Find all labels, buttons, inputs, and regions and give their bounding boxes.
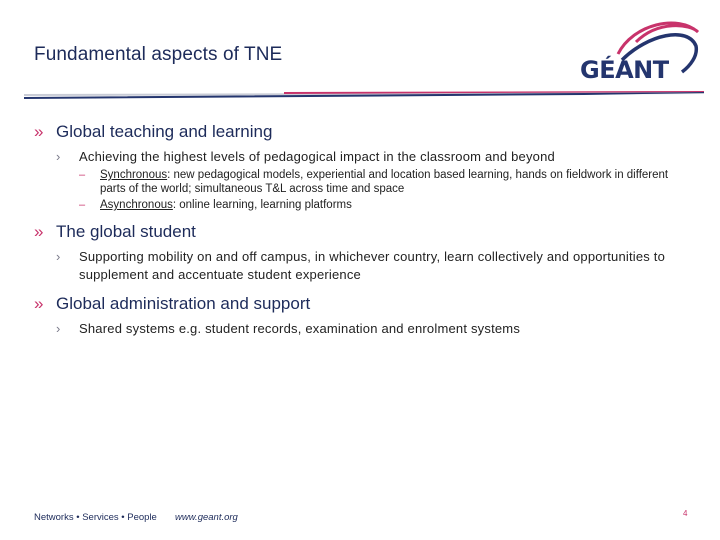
title-divider [24, 88, 704, 104]
subpoint-term: Synchronous [100, 169, 168, 181]
level1-bullet: » [34, 222, 44, 241]
list-item [56, 248, 674, 284]
point-text: Supporting mobility on and off campus, in whichever country, learn collectively and opportunities to supplement and accentuate student experience [79, 249, 666, 282]
slide-content [34, 122, 674, 338]
subpoint-text [100, 198, 352, 212]
level2-bullet: › [56, 249, 61, 264]
section-heading [34, 294, 674, 314]
section-heading [34, 122, 674, 142]
subpoint-text [100, 168, 674, 196]
point-text: Achieving the highest levels of pedagogical impact in the classroom and beyond [79, 149, 555, 164]
footer-url: www.geant.org [175, 512, 238, 523]
footer-tagline: Networks • Services • People [34, 512, 157, 523]
sub-list-item [79, 168, 674, 196]
level2-bullet: › [56, 149, 61, 164]
geant-logo [578, 16, 704, 82]
section-heading-text: The global student [56, 222, 196, 241]
level1-bullet: » [34, 122, 44, 141]
page-number: 4 [683, 509, 688, 518]
logo-text: GÉANT [580, 56, 669, 84]
subpoint-term: Asynchronous [100, 199, 173, 211]
section-heading [34, 222, 674, 242]
slide-title: Fundamental aspects of TNE [34, 44, 283, 65]
level2-bullet: › [56, 321, 61, 336]
list-item [56, 148, 674, 166]
level3-bullet: – [79, 199, 86, 211]
point-text: Shared systems e.g. student records, examination and enrolment systems [79, 321, 521, 336]
section-heading-text: Global teaching and learning [56, 122, 273, 141]
list-item [56, 320, 674, 338]
section-heading-text: Global administration and support [56, 294, 311, 313]
subpoint-body: : new pedagogical models, experiential and location based learning, hands on fieldwork in different parts of the world; simultaneous T&L across time and space [100, 169, 669, 195]
subpoint-body: : online learning, learning platforms [172, 199, 352, 211]
level1-bullet: » [34, 294, 44, 313]
sub-list-item [79, 198, 674, 212]
level3-bullet: – [79, 169, 86, 181]
